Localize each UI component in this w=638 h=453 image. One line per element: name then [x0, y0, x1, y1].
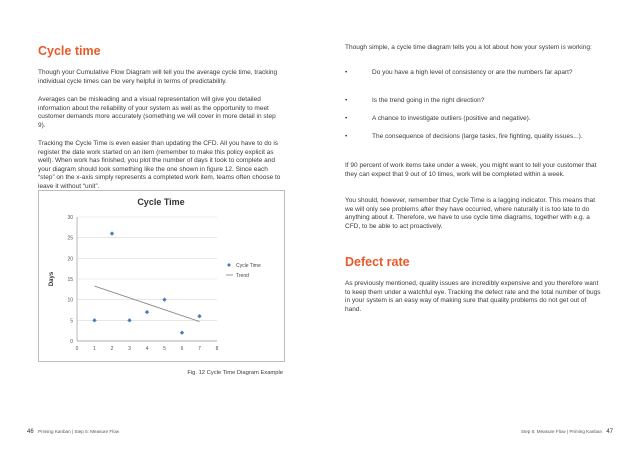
bullet-text: Do you have a high level of consistency or are the numbers far apart?	[372, 69, 573, 76]
y-tick-label: 30	[67, 215, 73, 221]
left-page-number: 46	[27, 429, 34, 435]
cycle-time-chart-frame	[38, 190, 285, 362]
x-tick-label: 6	[180, 346, 184, 352]
right-page-number: 47	[606, 429, 613, 435]
left-page	[38, 0, 283, 453]
bullet-text: A chance to investigate outliers (positive and negative).	[372, 115, 531, 122]
y-tick-label: 0	[70, 339, 73, 345]
legend-label-trend: Trend	[236, 273, 249, 279]
bullet-dot: •	[345, 115, 348, 122]
left-paragraph-3: Tracking the Cycle Time is even easier than updating the CFD. All you have to do is register the date work started on an item (remember to make this policy explicit as well). When work has finished, you plot the number of days it took to complete and your diagram should look something like the one shown in figure 12. Since each “step” on the x-axis simply represents a completed work item, teams often choose to leave it without “unit”.	[38, 140, 281, 190]
data-point	[110, 231, 114, 235]
left-footer-text: Priming Kanban | Step 5: Measure Flow	[37, 429, 120, 434]
cycle-time-heading: Cycle time	[38, 44, 101, 58]
right-page	[345, 0, 601, 453]
figure-caption: Fig. 12 Cycle Time Diagram Example	[187, 370, 283, 376]
trend-line	[95, 286, 200, 322]
x-tick-label: 0	[75, 346, 79, 352]
x-tick-label: 3	[128, 346, 131, 352]
data-point	[92, 318, 96, 322]
data-point	[145, 310, 149, 314]
bullet-dot: •	[345, 133, 348, 140]
legend-label-cycle-time: Cycle Time	[236, 263, 261, 269]
defect-rate-heading: Defect rate	[345, 255, 410, 269]
x-tick-label: 2	[110, 346, 114, 352]
data-point	[197, 314, 201, 318]
bullet-dot: •	[345, 97, 348, 104]
data-point	[180, 331, 184, 335]
data-point	[127, 318, 131, 322]
left-paragraph-2: Averages can be misleading and a visual representation will give you detailed information about the reliability of your system as well as the opportunity to meet customer demands more accurately (something we will cover in more detail in step 9).	[38, 96, 276, 129]
y-axis-label: Days	[49, 271, 55, 287]
right-paragraph-1: If 90 percent of work items take under a week, you might want to tell your customer that they can expect that 9 out of 10 times, work will be completed within a week.	[345, 162, 597, 178]
x-tick-label: 4	[145, 346, 149, 352]
right-footer	[521, 429, 616, 435]
defect-rate-paragraph: As previously mentioned, quality issues are incredibly expensive and you therefore want to keep them under a watchful eye. Tracking the defect rate and the total number of bugs in your system is an easy way of making sure that quality problems do not get out of hand.	[345, 280, 601, 313]
x-tick-label: 7	[198, 346, 201, 352]
legend-marker-cycle-time	[227, 263, 231, 267]
bullet-text: Is the trend going in the right direction?	[372, 97, 485, 104]
left-footer	[24, 429, 119, 435]
y-tick-label: 10	[67, 297, 73, 304]
right-intro: Though simple, a cycle time diagram tells you a lot about how your system is working:	[345, 44, 592, 51]
cycle-time-chart	[39, 191, 284, 361]
y-tick-label: 25	[67, 235, 73, 242]
bullet-text: The consequence of decisions (large tasks, fire fighting, quality issues...).	[372, 133, 583, 140]
x-tick-label: 5	[163, 346, 166, 352]
x-tick-label: 1	[93, 346, 96, 352]
y-tick-label: 15	[67, 277, 73, 283]
bullet-dot: •	[345, 69, 348, 76]
y-tick-label: 5	[70, 318, 73, 325]
right-footer-text: Step 5: Measure Flow | Priming Kanban	[520, 429, 603, 434]
x-tick-label: 8	[215, 346, 219, 352]
y-tick-label: 20	[67, 256, 73, 263]
chart-title: Cycle Time	[137, 197, 185, 207]
data-point	[162, 297, 166, 301]
left-paragraph-1: Though your Cumulative Flow Diagram will tell you the average cycle time, tracking individual cycle times can be very helpful in terms of predictability.	[38, 69, 278, 85]
right-paragraph-2: You should, however, remember that Cycle Time is a lagging indicator. This means that we will only see problems after they have occurred, where naturally it is too late to do anything about it. Therefore, we have to use cycle time diagrams, together with e.g. a CFD, to be able to act proactively.	[345, 197, 596, 230]
